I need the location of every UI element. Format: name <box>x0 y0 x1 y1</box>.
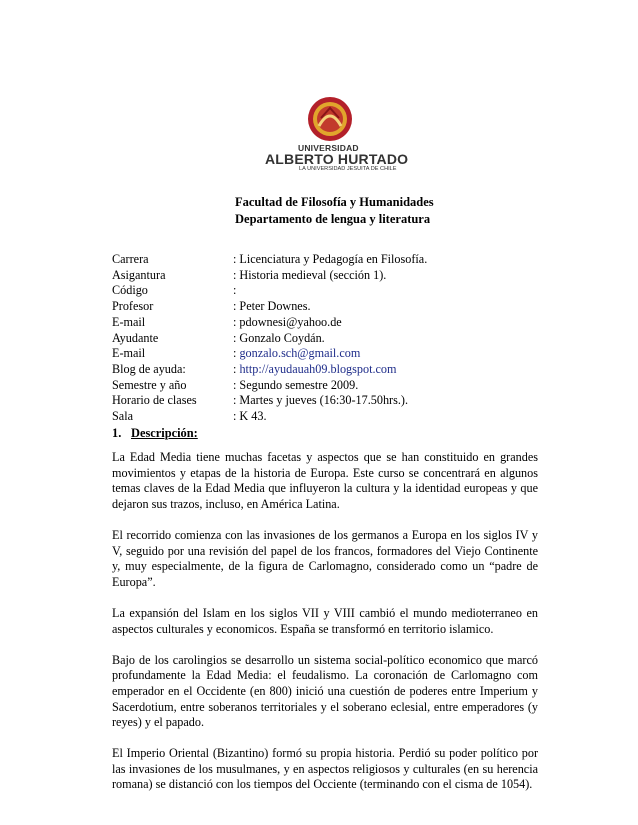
info-row-carrera <box>112 252 427 268</box>
info-label: Código <box>112 283 148 298</box>
paragraph: El Imperio Oriental (Bizantino) formó su propia historia. Perdió su poder político por las invasiones de los musulmanes, y en aspectos religiosos y culturales (en su herencia romana) se distanció con los tiempos del Occiente (terminando con el cisma de 1054). <box>112 746 538 792</box>
info-value: : K 43. <box>233 409 267 424</box>
info-row-semestre <box>112 378 427 394</box>
info-value: : Historia medieval (sección 1). <box>233 267 387 282</box>
info-value: : Gonzalo Coydán. <box>233 330 325 345</box>
info-row-codigo <box>112 283 427 299</box>
info-row-email-ayudante: E-mail : gonzalo.sch@gmail.com <box>112 346 361 361</box>
email-link[interactable]: gonzalo.sch@gmail.com <box>239 346 361 361</box>
section-heading <box>112 426 198 441</box>
info-label: E-mail <box>112 314 146 329</box>
info-value: : Martes y jueves (16:30-17.50hrs.). <box>233 393 408 408</box>
paragraph: Bajo de los carolingios se desarrollo un sistema social-político economico que marcó profundamente la Edad Media: el feudalismo. La coronación de Carlomagno com emperador en el Occidente (en 800) inició una cuestión de poderes entre Imperium y Sacerdotium, entre soberanos territoriales y el soberano eclesial, entre emperadores (y reyes) y el papado. <box>112 652 538 730</box>
section-number: 1. <box>112 426 122 440</box>
logo-text-tagline: LA UNIVERSIDAD JESUITA DE CHILE <box>299 166 397 172</box>
info-row-horario <box>112 393 427 409</box>
info-label: E-mail <box>112 346 146 361</box>
university-seal-icon <box>307 96 353 142</box>
info-value: : Licenciatura y Pedagogía en Filosofía. <box>233 252 428 266</box>
faculty-header <box>235 194 434 228</box>
description-body <box>112 450 538 809</box>
info-label: Horario de clases <box>112 393 197 408</box>
paragraph: La Edad Media tiene muchas facetas y aspectos que se han constituido en grandes movimientos y etapas de la historia de Europa. Este curso se concentrará en algunos temas claves de la Edad Media que influyeron la cultura y la identidad europeas y que dejaron sus trazos, incluso, en América Latina. <box>112 450 538 511</box>
paragraph: La expansión del Islam en los siglos VII y VIII cambió el mundo medioterraneo en aspectos culturales y economicos. España se transformó en territorio islamico. <box>112 605 538 636</box>
paragraph: El recorrido comienza con las invasiones de los germanos a Europa en los siglos IV y V, seguido por una revisión del papel de los francos, formadores del Viejo Continente y, muy especialmente, de la figura de Carlomagno, considerado como un “padre de Europa”. <box>112 527 538 589</box>
info-value: : Peter Downes. <box>233 299 311 314</box>
info-value: : pdownesi@yahoo.de <box>233 314 342 329</box>
info-row-ayudante <box>112 331 427 347</box>
info-value: : Segundo semestre 2009. <box>233 377 359 392</box>
course-info <box>112 252 427 425</box>
logo-text-universidad: UNIVERSIDAD <box>298 143 359 153</box>
info-label: Semestre y año <box>112 377 187 392</box>
logo-text-name: ALBERTO HURTADO <box>265 151 409 167</box>
info-value: : <box>233 283 237 298</box>
info-label: Carrera <box>112 252 149 266</box>
faculty-name: Facultad de Filosofía y Humanidades <box>235 195 434 209</box>
info-label: Asigantura <box>112 267 166 282</box>
info-row-profesor <box>112 299 427 315</box>
info-label: Ayudante <box>112 330 159 345</box>
department-name: Departamento de lengua y literatura <box>235 212 431 226</box>
info-label: Blog de ayuda: <box>112 361 186 376</box>
info-row-blog: Blog de ayuda: : http://ayudauah09.blogspot.com <box>112 361 397 376</box>
info-row-asignatura <box>112 268 427 284</box>
info-label: Profesor <box>112 299 154 314</box>
university-logo <box>262 96 409 174</box>
section-title: Descripción: <box>131 426 198 440</box>
info-label: Sala <box>112 409 133 424</box>
info-row-email-profesor <box>112 315 427 331</box>
info-row-sala <box>112 409 427 425</box>
blog-link[interactable]: http://ayudauah09.blogspot.com <box>239 361 397 376</box>
